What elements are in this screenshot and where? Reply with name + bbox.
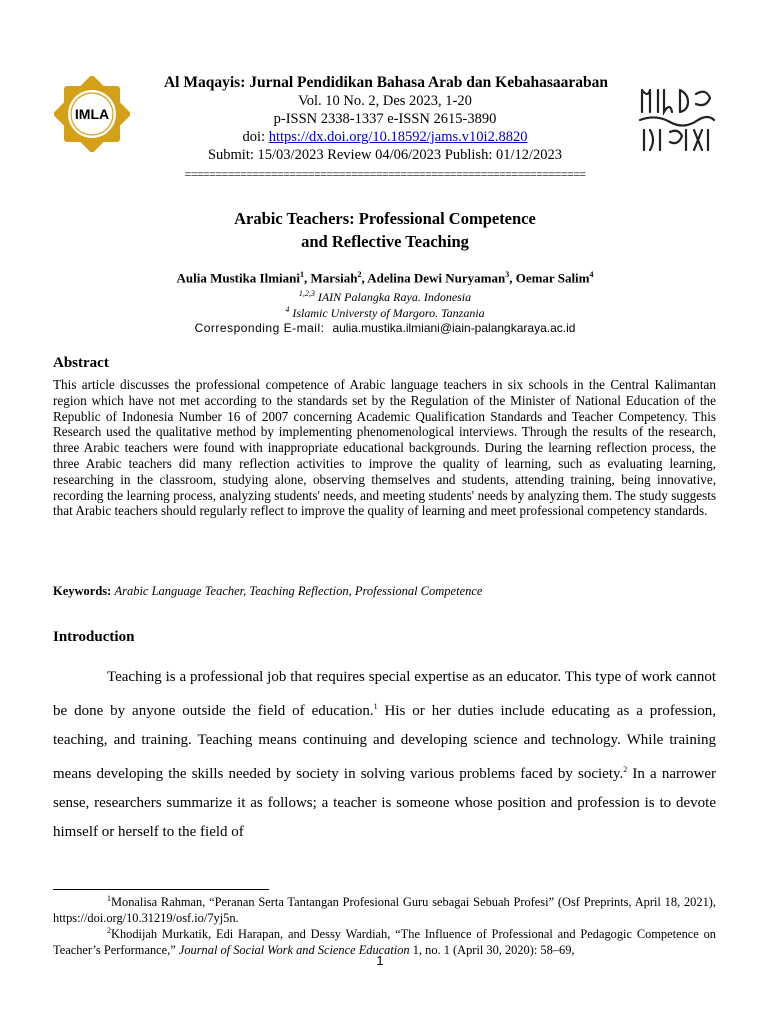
introduction-paragraph: Teaching is a professional job that requires special expertise as an educator. This type of work cannot be done by anyone outside the field of education.$^1$ His or her duties include educating as a profession, teaching, and training. Teaching means continuing and developing science and technology. While training means developing the skills needed by society in solving various problems faced by society.$^2$ In a narrower sense, researchers summarize it as follows; a teacher is someone whose position and profession is to devote himself or herself to the field of <box>53 669 716 840</box>
author-sup: 2 <box>357 270 362 279</box>
paper-title-line2: and Reflective Teaching <box>301 232 469 251</box>
page-number: 1 <box>376 953 384 968</box>
affiliation-1: $^{1,2,3}$ IAIN Palangka Raya. Indonesia <box>298 289 472 304</box>
footnote-1: $^1$Monalisa Rahman, “Peranan Serta Tantangan Profesional Guru sebagai Sebuah Profesi” (Osf Preprints, April 18, 2021), https://doi.org/10.31219/osf.io/7yj5n. <box>53 894 716 926</box>
corresponding-label: Corresponding E-mail: <box>194 321 325 335</box>
author-sup: 3 <box>505 270 510 279</box>
paper-title <box>100 207 670 253</box>
keywords-value: Arabic Language Teacher, Teaching Reflection, Professional Competence <box>114 584 483 598</box>
footnote-divider <box>53 889 269 890</box>
author-sup: 4 <box>589 270 594 279</box>
author-name: Adelina Dewi Nuryaman <box>367 270 506 286</box>
abstract-heading: Abstract <box>53 355 109 371</box>
paper-title-line1: Arabic Teachers: Professional Competence <box>234 209 536 228</box>
imla-logo-text: IMLA <box>74 106 110 122</box>
footnote-ref[interactable]: 1 <box>373 702 378 711</box>
introduction-heading: Introduction <box>53 629 135 645</box>
author-name: Oemar Salim <box>515 270 590 286</box>
arabic-calligraphy-logo-icon <box>636 84 718 154</box>
keywords <box>53 584 716 599</box>
journal-volume: Vol. 10 No. 2, Des 2023, 1-20 <box>298 93 472 109</box>
author-name: Marsiah <box>310 270 358 286</box>
journal-name: Al Maqayis: Jurnal Pendidikan Bahasa Arab dan Kebahasaaraban <box>163 74 608 91</box>
author-name: Aulia Mustika Ilmiani <box>176 270 301 286</box>
doi-link[interactable]: https://dx.doi.org/10.18592/jams.v10i2.8820 <box>268 129 528 145</box>
corresponding-email <box>60 321 710 335</box>
author-list: Aulia Mustika Ilmiani$^1$, Marsiah$^2$, Adelina Dewi Nuryaman$^3$, Oemar Salim$^4$ <box>176 270 594 286</box>
keywords-label: Keywords: <box>53 584 115 598</box>
submission-dates: Submit: 15/03/2023 Review 04/06/2023 Publish: 01/12/2023 <box>207 147 563 163</box>
email-address[interactable]: aulia.mustika.ilmiani@iain-palangkaraya.ac.id <box>332 321 576 335</box>
journal-doi <box>100 129 670 146</box>
affiliation-2: $^4$ Islamic Universty of Margoro. Tanzania <box>285 305 485 320</box>
abstract-text: This article discusses the professional competence of Arabic language teachers in six schools in the Central Kalimantan region which have not met according to the standards set by the Regulation of the Minister of National Education of the Republic of Indonesia Number 16 of 2007 concerning Academic Qualification Standards and Teacher Competency. This Research used the qualitative method by implementing phenomenological interviews. Through the results of the research, three Arabic teachers were found with inappropriate educational backgrounds. During the learning reflection process, the three Arabic teachers did many reflection activities to improve the quality of learning, such as evaluating learning, researching in the classroom, studying alone, observing themselves and students, attending training, being innovative, recording the learning process, analyzing students' needs, and meeting students' needs by analyzing them. The study suggests that Arabic teachers should regularly reflect to improve the quality of learning and meet professional competency standards. <box>53 377 716 519</box>
footnote-ref[interactable]: 2 <box>623 765 628 774</box>
header-separator: ================================================================= <box>184 167 586 181</box>
doi-label: doi: <box>242 129 269 145</box>
author-sup: 1 <box>300 270 305 279</box>
journal-issn: p-ISSN 2338-1337 e-ISSN 2615-3890 <box>273 111 497 127</box>
footnote-2: $^2$Khodijah Murkatik, Edi Harapan, and Dessy Wardiah, “The Influence of Professional and Pedagogic Competence on Teacher’s Performance,” Journal of Social Work and Science Education 1, no. 1 (April 30, 2020): 58–69, <box>53 926 716 958</box>
